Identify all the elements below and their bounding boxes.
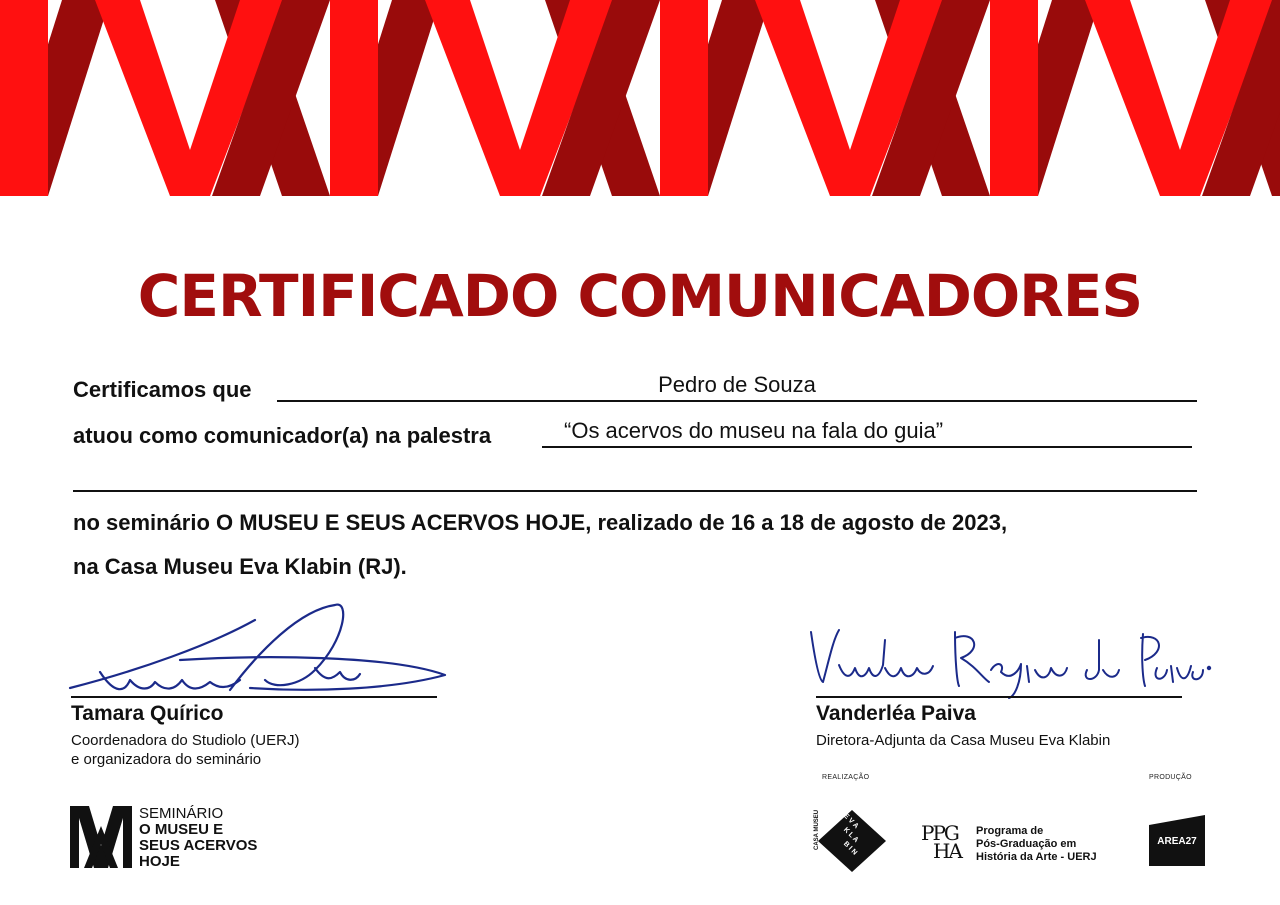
realizacao-label: REALIZAÇÃO — [822, 774, 870, 781]
ppgha-line3: História da Arte - UERJ — [976, 851, 1097, 863]
seminar-logo-line4: HOJE — [139, 853, 180, 870]
participant-name: Pedro de Souza — [658, 372, 816, 397]
ppgha-mark-line1: PPG — [921, 821, 958, 845]
casa-museu-top-text: CASA MUSEU — [814, 809, 820, 850]
venue-text: na Casa Museu Eva Klabin (RJ). — [73, 554, 407, 579]
seminar-text: no seminário O MUSEU E SEUS ACERVOS HOJE, realizado de 16 a 18 de agosto de 2023, — [73, 510, 1008, 535]
seminar-logo-line1: SEMINÁRIO — [139, 805, 224, 822]
participant-name-field — [277, 372, 1197, 402]
area27-logo — [1149, 815, 1205, 866]
ppgha-line2: Pós-Graduação em — [976, 838, 1077, 850]
talk-title: “Os acervos do museu na fala do guia” — [564, 418, 944, 443]
banner-strand-bright — [330, 0, 378, 196]
banner-strand-bright — [990, 0, 1038, 196]
ppgha-logo-mark — [921, 821, 961, 863]
banner-strand-bright — [660, 0, 708, 196]
casa-museu-line-3: B I N — [841, 840, 859, 857]
certify-label: Certificamos que — [73, 377, 252, 402]
header-banner — [0, 0, 1280, 196]
talk-title-field — [542, 418, 1192, 448]
ppgha-mark-line2: HA — [933, 839, 961, 863]
signature-line-left — [71, 678, 437, 698]
seminar-logo-line3: SEUS ACERVOS — [139, 837, 258, 854]
signer-role-left-1: Coordenadora do Studiolo (UERJ) — [71, 732, 300, 749]
signer-role-right: Diretora-Adjunta da Casa Museu Eva Klabin — [816, 732, 1111, 749]
ppgha-logo-text — [976, 825, 1097, 864]
extra-blank-line — [73, 462, 1197, 492]
signature-line-right — [816, 678, 1182, 698]
banner-strand-bright — [0, 0, 48, 196]
seminar-logo-mark — [70, 806, 132, 868]
signer-name-right: Vanderléa Paiva — [816, 702, 976, 725]
ppgha-line1: Programa de — [976, 825, 1044, 837]
certificate-title: CERTIFICADO COMUNICADORES — [137, 262, 1143, 330]
area27-text: AREA27 — [1157, 836, 1197, 847]
casa-museu-line-2: K L A — [841, 826, 860, 845]
casa-museu-logo — [814, 809, 888, 872]
signer-role-left-2: e organizadora do seminário — [71, 751, 262, 768]
producao-label: PRODUÇÃO — [1149, 774, 1192, 781]
signer-name-left: Tamara Quírico — [71, 702, 224, 725]
role-label: atuou como comunicador(a) na palestra — [73, 423, 492, 448]
seminar-logo-line2: O MUSEU E — [139, 821, 224, 838]
casa-museu-line-1: E V A — [841, 812, 860, 831]
